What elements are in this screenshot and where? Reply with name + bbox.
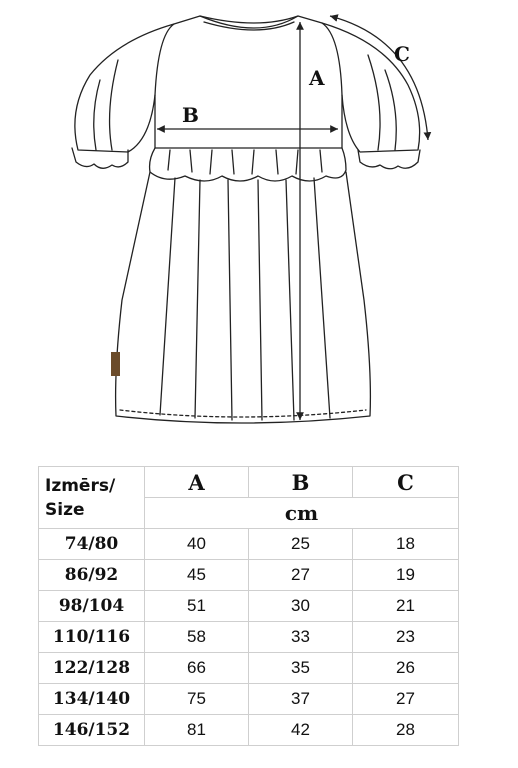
value-a: 81 — [145, 715, 249, 746]
value-b: 33 — [249, 622, 353, 653]
label-a: A — [309, 66, 325, 90]
value-b: 37 — [249, 684, 353, 715]
value-c: 23 — [353, 622, 459, 653]
size-cell: 146/152 — [39, 715, 145, 746]
value-c: 27 — [353, 684, 459, 715]
value-c: 28 — [353, 715, 459, 746]
value-b: 35 — [249, 653, 353, 684]
value-c: 18 — [353, 529, 459, 560]
value-b: 27 — [249, 560, 353, 591]
right-cuff — [358, 150, 420, 169]
size-cell: 98/104 — [39, 591, 145, 622]
value-a: 51 — [145, 591, 249, 622]
value-a: 66 — [145, 653, 249, 684]
value-b: 42 — [249, 715, 353, 746]
ruffle-pleats — [168, 150, 322, 174]
table-row — [39, 529, 459, 560]
table-row — [39, 622, 459, 653]
size-tag — [111, 352, 120, 376]
table-row — [39, 684, 459, 715]
waist-ruffle — [150, 148, 346, 181]
right-sleeve-pleat — [368, 55, 396, 150]
size-cell: 134/140 — [39, 684, 145, 715]
table-row — [39, 653, 459, 684]
value-a: 40 — [145, 529, 249, 560]
table-row — [39, 715, 459, 746]
size-cell: 122/128 — [39, 653, 145, 684]
left-sleeve-pleat — [94, 60, 118, 150]
value-c: 26 — [353, 653, 459, 684]
size-cell: 74/80 — [39, 529, 145, 560]
table-row — [39, 560, 459, 591]
value-a: 75 — [145, 684, 249, 715]
header-col-b: B — [249, 467, 353, 498]
size-chart-table — [38, 466, 459, 746]
value-b: 25 — [249, 529, 353, 560]
value-b: 30 — [249, 591, 353, 622]
skirt-pleats — [160, 178, 330, 420]
header-col-a: A — [145, 467, 249, 498]
value-a: 58 — [145, 622, 249, 653]
size-cell: 110/116 — [39, 622, 145, 653]
table-row — [39, 591, 459, 622]
value-c: 21 — [353, 591, 459, 622]
label-b: B — [182, 103, 199, 127]
unit-label: cm — [145, 498, 459, 529]
left-sleeve — [75, 24, 174, 152]
header-size: Izmērs/ Size — [39, 467, 145, 529]
label-c: C — [394, 42, 410, 66]
value-a: 45 — [145, 560, 249, 591]
skirt-outline — [116, 172, 371, 423]
header-col-c: C — [353, 467, 459, 498]
value-c: 19 — [353, 560, 459, 591]
measure-line-c — [330, 16, 428, 140]
size-cell: 86/92 — [39, 560, 145, 591]
